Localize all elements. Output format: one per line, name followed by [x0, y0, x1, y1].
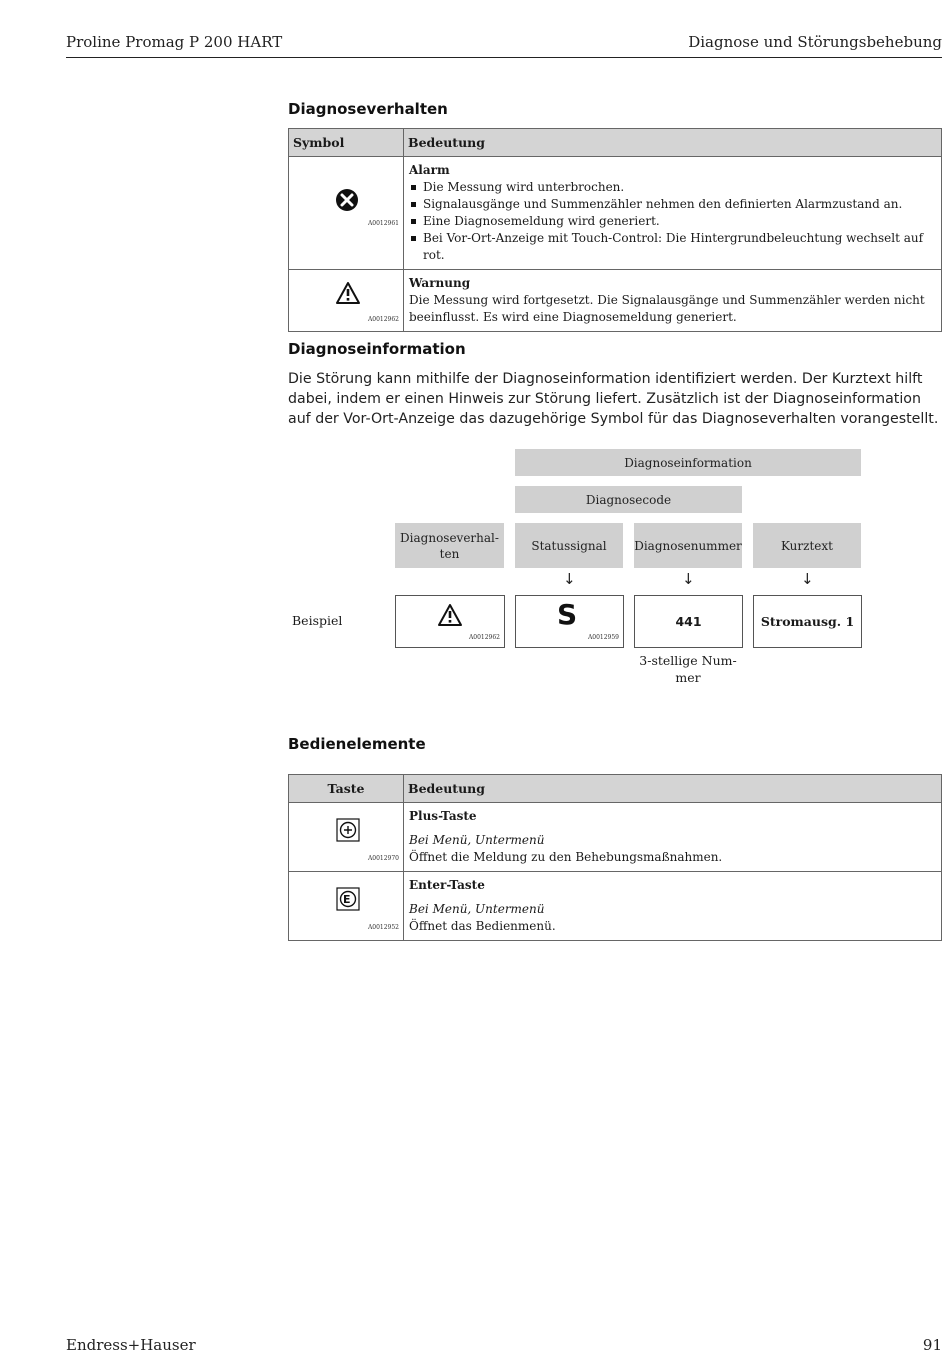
example-status-box — [515, 595, 624, 648]
warning-triangle-icon — [335, 281, 361, 305]
diagram-code-label: Diagnosecode — [515, 486, 742, 513]
warning-symbol-cell — [289, 270, 404, 332]
enter-key-cell — [289, 872, 404, 941]
warning-triangle-icon — [437, 603, 463, 627]
table-row-plus — [289, 803, 942, 872]
enter-key-text-cell — [404, 872, 942, 941]
list-item: Signalausgänge und Summenzähler nehmen den definierten Alarmzustand an. — [409, 196, 936, 213]
plus-key-code: A0012970 — [367, 855, 399, 862]
plus-key-icon — [336, 818, 360, 842]
behavior-table — [288, 128, 942, 332]
plus-key-text-cell — [404, 803, 942, 872]
table-row-enter — [289, 872, 942, 941]
example-behavior-code: A0012962 — [468, 634, 500, 641]
alarm-title: Alarm — [409, 163, 450, 177]
status-s-icon: S — [557, 598, 578, 631]
diagram-col-number: Diagnosenummer — [634, 523, 742, 568]
col-header-symbol: Symbol — [289, 129, 404, 157]
diagnoseinformation-paragraph: Die Störung kann mithilfe der Diagnoseinformation identifiziert werden. Der Kurztext hilft dabei, indem er einen Hinweis zur Störung liefert. Zusätzlich ist der Diagnoseinformation auf der Vor-Ort-Anzeige das dazugehörige Symbol für das Diagnoseverhalten vorangestellt. — [288, 371, 939, 427]
plus-key-title: Plus-Taste — [409, 809, 477, 823]
list-item: Eine Diagnosemeldung wird generiert. — [409, 213, 936, 230]
diagram-top-label: Diagnoseinformation — [515, 449, 861, 476]
enter-key-code: A0012952 — [367, 924, 399, 931]
number-note: 3-stellige Num- mer — [639, 653, 737, 685]
plus-key-description: Öffnet die Meldung zu den Behebungsmaßnahmen. — [409, 850, 723, 864]
arrow-down-icon: ↓ — [682, 570, 695, 588]
arrow-down-icon: ↓ — [563, 570, 576, 588]
warning-title: Warnung — [409, 276, 471, 290]
section-title-bedienelemente: Bedienelemente — [288, 735, 426, 753]
enter-key-title: Enter-Taste — [409, 878, 485, 892]
diagram-col-status: Statussignal — [515, 523, 623, 568]
list-item: Bei Vor-Ort-Anzeige mit Touch-Control: Die Hintergrundbeleuchtung wechselt auf rot. — [409, 230, 936, 264]
plus-key-context: Bei Menü, Untermenü — [409, 833, 545, 847]
enter-key-context: Bei Menü, Untermenü — [409, 902, 545, 916]
operating-elements-table — [288, 774, 942, 941]
warning-description: Die Messung wird fortgesetzt. Die Signalausgänge und Summenzähler werden nicht beeinflusst. Es wird eine Diagnosemeldung generiert. — [409, 293, 925, 324]
enter-key-description: Öffnet das Bedienmenü. — [409, 919, 556, 933]
diagram-col-short: Kurztext — [753, 523, 861, 568]
alarm-code: A0012961 — [367, 220, 399, 227]
col-header-key: Taste — [289, 775, 404, 803]
footer-brand: Endress+Hauser — [66, 1336, 196, 1354]
warning-code: A0012962 — [367, 316, 399, 323]
table-row-warning — [289, 270, 942, 332]
col-header-meaning: Bedeutung — [404, 775, 942, 803]
alarm-list — [409, 179, 936, 264]
plus-key-cell — [289, 803, 404, 872]
example-number-box: 441 — [634, 595, 743, 648]
col-header-meaning: Bedeutung — [404, 129, 942, 157]
example-label: Beispiel — [292, 613, 343, 628]
example-short-box: Stromausg. 1 — [753, 595, 862, 648]
table-row-alarm — [289, 157, 942, 270]
example-status-code: A0012959 — [587, 634, 619, 641]
example-behavior-box — [395, 595, 505, 648]
arrow-down-icon: ↓ — [801, 570, 814, 588]
alarm-symbol-cell — [289, 157, 404, 270]
alarm-text-cell — [404, 157, 942, 270]
alarm-icon — [335, 188, 359, 212]
diagram-col-behavior: Diagnoseverhal- ten — [395, 523, 504, 568]
enter-key-letter: E — [343, 893, 351, 906]
page-number: 91 — [922, 1336, 942, 1354]
warning-text-cell — [404, 270, 942, 332]
section-title-diagnoseverhalten: Diagnoseverhalten — [288, 100, 448, 118]
section-title-diagnoseinformation: Diagnoseinformation — [288, 340, 466, 358]
header-chapter: Diagnose und Störungsbehebung — [688, 33, 942, 51]
header-rule — [66, 57, 942, 58]
header-product: Proline Promag P 200 HART — [66, 33, 283, 51]
list-item: Die Messung wird unterbrochen. — [409, 179, 936, 196]
